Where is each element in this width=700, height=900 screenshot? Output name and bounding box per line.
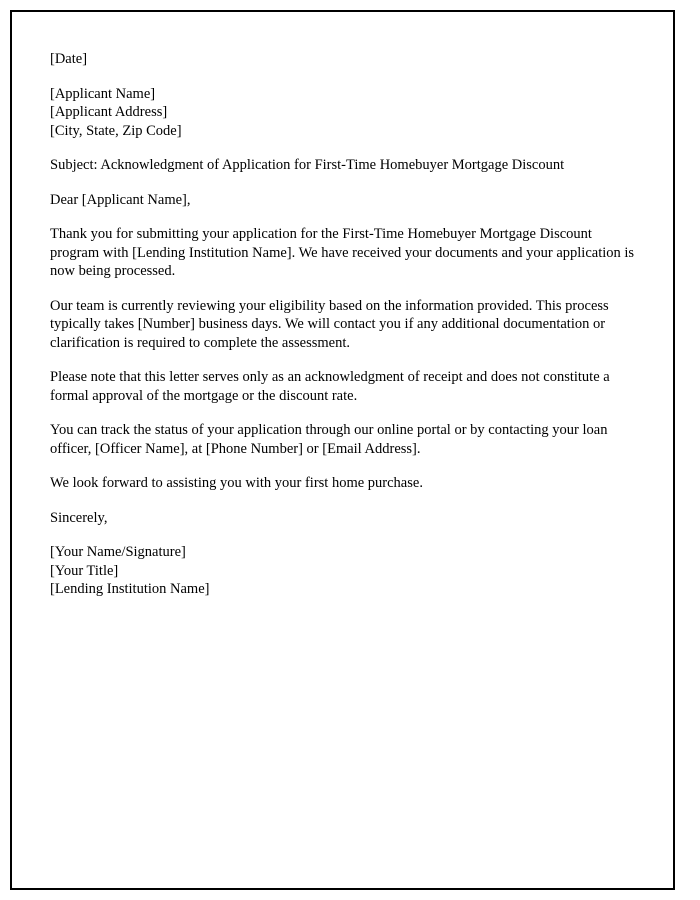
- date-placeholder: [Date]: [50, 51, 88, 67]
- paragraph-status-tracking: You can track the status of your application through our online portal or by contacting your loan officer, [Officer Name], at [Phone Number] or [Email Address].: [50, 422, 608, 457]
- letter-body: [50, 50, 642, 599]
- paragraph-acknowledgment: Thank you for submitting your application for the First-Time Homebuyer Mortgage Discount program with [Lending Institution Name]. We have received your documents and your application is now being processed.: [50, 226, 635, 279]
- recipient-address-block: [50, 85, 642, 141]
- signature-title: [Your Title]: [50, 562, 119, 579]
- paragraph-disclaimer: Please note that this letter serves only as an acknowledgment of receipt and does not constitute a formal approval of the mortgage or the discount rate.: [50, 369, 610, 404]
- paragraph-review-process: Our team is currently reviewing your eligibility based on the information provided. This process typically takes [Number] business days. We will contact you if any additional documentation or clarification is required to complete the assessment.: [50, 297, 609, 351]
- closing: Sincerely,: [50, 509, 108, 526]
- recipient-address: [Applicant Address]: [50, 104, 168, 120]
- signature-block: [50, 543, 642, 599]
- recipient-city-state-zip: [City, State, Zip Code]: [50, 122, 182, 139]
- signature-institution: [Lending Institution Name]: [50, 581, 210, 597]
- letter-page: [10, 10, 675, 890]
- signature-name: [Your Name/Signature]: [50, 544, 186, 560]
- recipient-name: [Applicant Name]: [50, 85, 156, 102]
- salutation: Dear [Applicant Name],: [50, 191, 191, 208]
- subject-line: Subject: Acknowledgment of Application for First-Time Homebuyer Mortgage Discount: [50, 157, 565, 173]
- paragraph-closing-remark: We look forward to assisting you with your first home purchase.: [50, 475, 423, 491]
